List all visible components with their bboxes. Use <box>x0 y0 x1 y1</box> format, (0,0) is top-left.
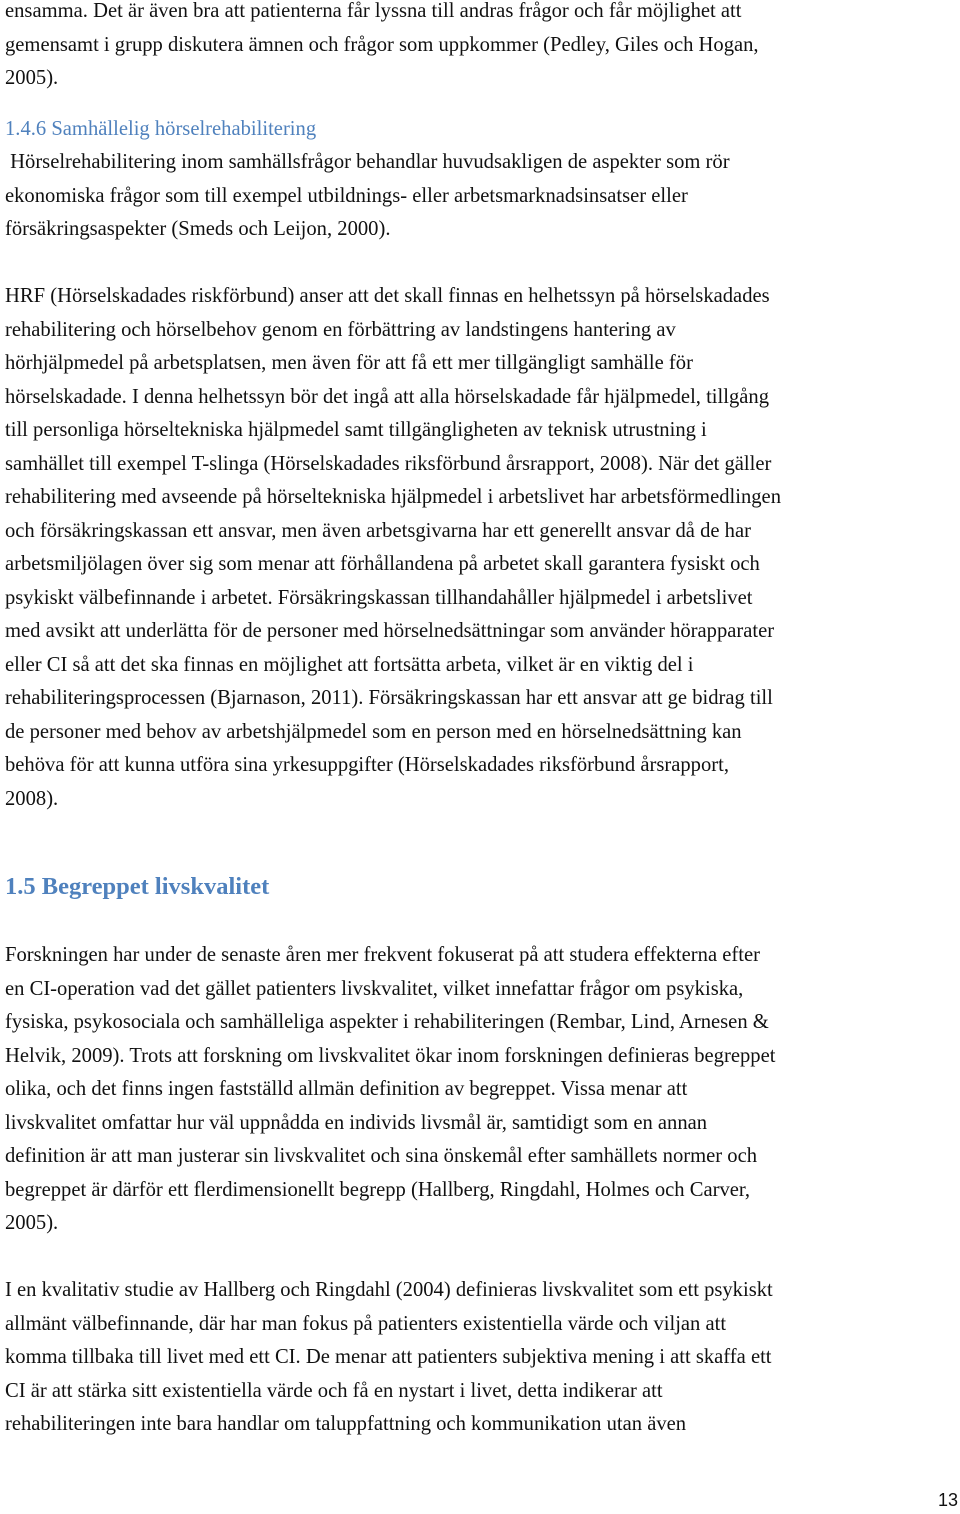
section-heading-1-5: 1.5 Begreppet livskvalitet <box>5 873 270 900</box>
text-line: 2008). <box>5 787 59 810</box>
text-line: Hörselrehabilitering inom samhällsfrågor behandlar huvudsakligen de aspekter som rör <box>5 151 730 173</box>
text-line: rehabilitering med avseende på hörseltekniska hjälpmedel i arbetslivet har arbetsförmedlingen <box>5 486 781 508</box>
text-line: 2005). <box>5 67 59 89</box>
text-line: rehabiliteringen inte bara handlar om taluppfattning och kommunikation utan även <box>5 1413 687 1435</box>
text-line: de personer med behov av arbetshjälpmedel som en person med en hörselnedsättning kan <box>5 720 742 743</box>
text-line: Helvik, 2009). Trots att forskning om livskvalitet ökar inom forskningen definieras begreppet <box>5 1044 776 1067</box>
text-line: I en kvalitativ studie av Hallberg och Ringdahl (2004) definieras livskvalitet som ett psykiskt <box>5 1279 773 1301</box>
text-line: och försäkringskassan ett ansvar, men även arbetsgivarna har ett generellt ansvar då de har <box>5 519 751 542</box>
text-line: 2005). <box>5 1212 59 1234</box>
text-line: eller CI så att det ska finnas en möjlighet att fortsätta arbeta, vilket är en viktig del i <box>5 653 694 676</box>
text-line: livskvalitet omfattar hur väl uppnådda en individs livsmål är, samtidigt som en annan <box>5 1111 708 1134</box>
text-line: till personliga hörseltekniska hjälpmedel samt tillgängligheten av teknisk utrustning i <box>5 419 707 441</box>
text-line: komma tillbaka till livet med ett CI. De menar att patienters subjektiva mening i att skaffa ett <box>5 1346 772 1368</box>
text-line: arbetsmiljölagen över sig som menar att förhållandena på arbetet skall garantera fysiskt och <box>5 553 760 575</box>
text-line: rehabiliteringsprocessen (Bjarnason, 2011). Försäkringskassan har ett ansvar att ge bidrag till <box>5 687 773 709</box>
section-heading-1-4-6: 1.4.6 Samhällelig hörselrehabilitering <box>5 118 317 140</box>
text-line: en CI-operation vad det gället patienters livskvalitet, vilket innefattar frågor om psykiska, <box>5 977 744 1000</box>
text-line: begreppet är därför ett flerdimensionellt begrepp (Hallberg, Ringdahl, Holmes och Carver, <box>5 1178 751 1201</box>
text-line: ensamma. Det är även bra att patienterna får lyssna till andras frågor och får möjlighet att <box>5 0 742 22</box>
text-line: gemensamt i grupp diskutera ämnen och frågor som uppkommer (Pedley, Giles och Hogan, <box>5 33 759 56</box>
text-line: CI är att stärka sitt existentiella värde och få en nystart i livet, detta indikerar att <box>5 1379 663 1402</box>
text-line: med avsikt att underlätta för de personer med hörselnedsättningar som använder hörapparater <box>5 620 775 642</box>
section-1-5-paragraph-2 <box>5 1274 955 1442</box>
text-line: samhället till exempel T-slinga (Hörselskadades riksförbund årsrapport, 2008). När det gäller <box>5 452 772 475</box>
intro-paragraph <box>5 0 955 96</box>
section-1-4-6-paragraph <box>5 146 955 247</box>
text-line: fysiska, psykosociala och samhälleliga aspekter i rehabiliteringen (Rembar, Lind, Arnesen & <box>5 1011 769 1033</box>
hrf-paragraph <box>5 280 955 816</box>
text-line: Forskningen har under de senaste åren mer frekvent fokuserat på att studera effekterna efter <box>5 944 760 966</box>
section-1-5-paragraph-1 <box>5 939 955 1241</box>
text-line: ekonomiska frågor som till exempel utbildnings- eller arbetsmarknadsinsatser eller <box>5 184 688 207</box>
text-line: försäkringsaspekter (Smeds och Leijon, 2000). <box>5 218 391 240</box>
text-line: behöva för att kunna utföra sina yrkesuppgifter (Hörselskadades riksförbund årsrapport, <box>5 754 729 776</box>
text-line: allmänt välbefinnande, där har man fokus på patienters existentiella värde och viljan att <box>5 1312 727 1335</box>
text-line: HRF (Hörselskadades riskförbund) anser att det skall finnas en helhetssyn på hörselskadades <box>5 285 770 307</box>
text-line: olika, och det finns ingen fastställd allmän definition av begreppet. Vissa menar att <box>5 1078 688 1100</box>
text-line: definition är att man justerar sin livskvalitet och sina önskemål efter samhällets normer och <box>5 1145 758 1167</box>
text-line: hörselskadade. I denna helhetssyn bör det ingå att alla hörselskadade får hjälpmedel, tillgång <box>5 385 769 408</box>
text-line: rehabilitering och hörselbehov genom en förbättring av landstingens hantering av <box>5 318 676 341</box>
text-line: hörhjälpmedel på arbetsplatsen, men även för att få ett mer tillgängligt samhälle för <box>5 352 693 374</box>
page-number: 13 <box>937 1490 958 1510</box>
text-line: psykiskt välbefinnande i arbetet. Försäkringskassan tillhandahåller hjälpmedel i arbetslivet <box>5 586 753 609</box>
